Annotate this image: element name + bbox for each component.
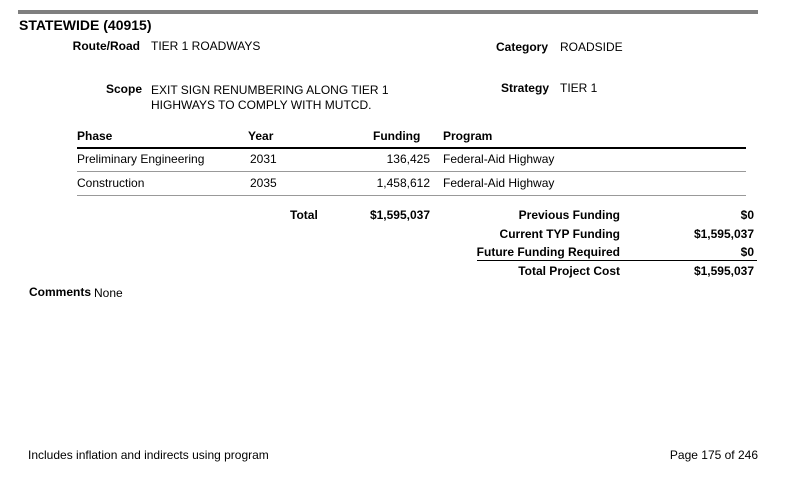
col-header-program: Program — [443, 129, 493, 143]
previous-funding-label: Previous Funding — [518, 208, 620, 222]
comments-label: Comments — [29, 285, 92, 299]
row-divider-1 — [77, 171, 746, 172]
strategy-label: Strategy — [500, 81, 549, 95]
col-header-funding: Funding — [373, 129, 421, 143]
page-number: Page 175 of 246 — [669, 448, 758, 462]
future-funding-value: $0 — [740, 245, 754, 259]
category-label: Category — [495, 40, 548, 54]
current-funding-label: Current TYP Funding — [499, 227, 620, 241]
summary-rule — [477, 260, 757, 261]
row-1-year: 2031 — [250, 152, 277, 166]
scope-line-1: EXIT SIGN RENUMBERING ALONG TIER 1 — [151, 83, 389, 97]
header-rule — [18, 10, 758, 14]
col-header-year: Year — [248, 129, 274, 143]
route-label: Route/Road — [72, 39, 140, 53]
total-label: Total — [290, 208, 318, 222]
future-funding-label: Future Funding Required — [476, 245, 620, 259]
row-2-year: 2035 — [250, 176, 277, 190]
row-2-phase: Construction — [77, 176, 145, 190]
route-value: TIER 1 ROADWAYS — [151, 39, 261, 53]
row-divider-2 — [77, 195, 746, 196]
row-1-program: Federal-Aid Highway — [443, 152, 555, 166]
total-project-cost-label: Total Project Cost — [518, 264, 620, 278]
previous-funding-value: $0 — [740, 208, 754, 222]
scope-label: Scope — [105, 82, 142, 96]
scope-line-2: HIGHWAYS TO COMPLY WITH MUTCD. — [151, 98, 372, 112]
col-header-phase: Phase — [77, 129, 113, 143]
table-header-rule — [77, 147, 746, 149]
total-project-cost-value: $1,595,037 — [693, 264, 754, 278]
total-value: $1,595,037 — [369, 208, 430, 222]
row-1-phase: Preliminary Engineering — [77, 152, 205, 166]
comments-value: None — [94, 286, 123, 300]
row-1-funding: 136,425 — [386, 152, 430, 166]
category-value: ROADSIDE — [560, 40, 623, 54]
current-funding-value: $1,595,037 — [693, 227, 754, 241]
project-title: STATEWIDE (40915) — [19, 17, 152, 33]
footer-note: Includes inflation and indirects using program — [28, 448, 269, 462]
strategy-value: TIER 1 — [560, 81, 598, 95]
row-2-funding: 1,458,612 — [376, 176, 430, 190]
row-2-program: Federal-Aid Highway — [443, 176, 555, 190]
